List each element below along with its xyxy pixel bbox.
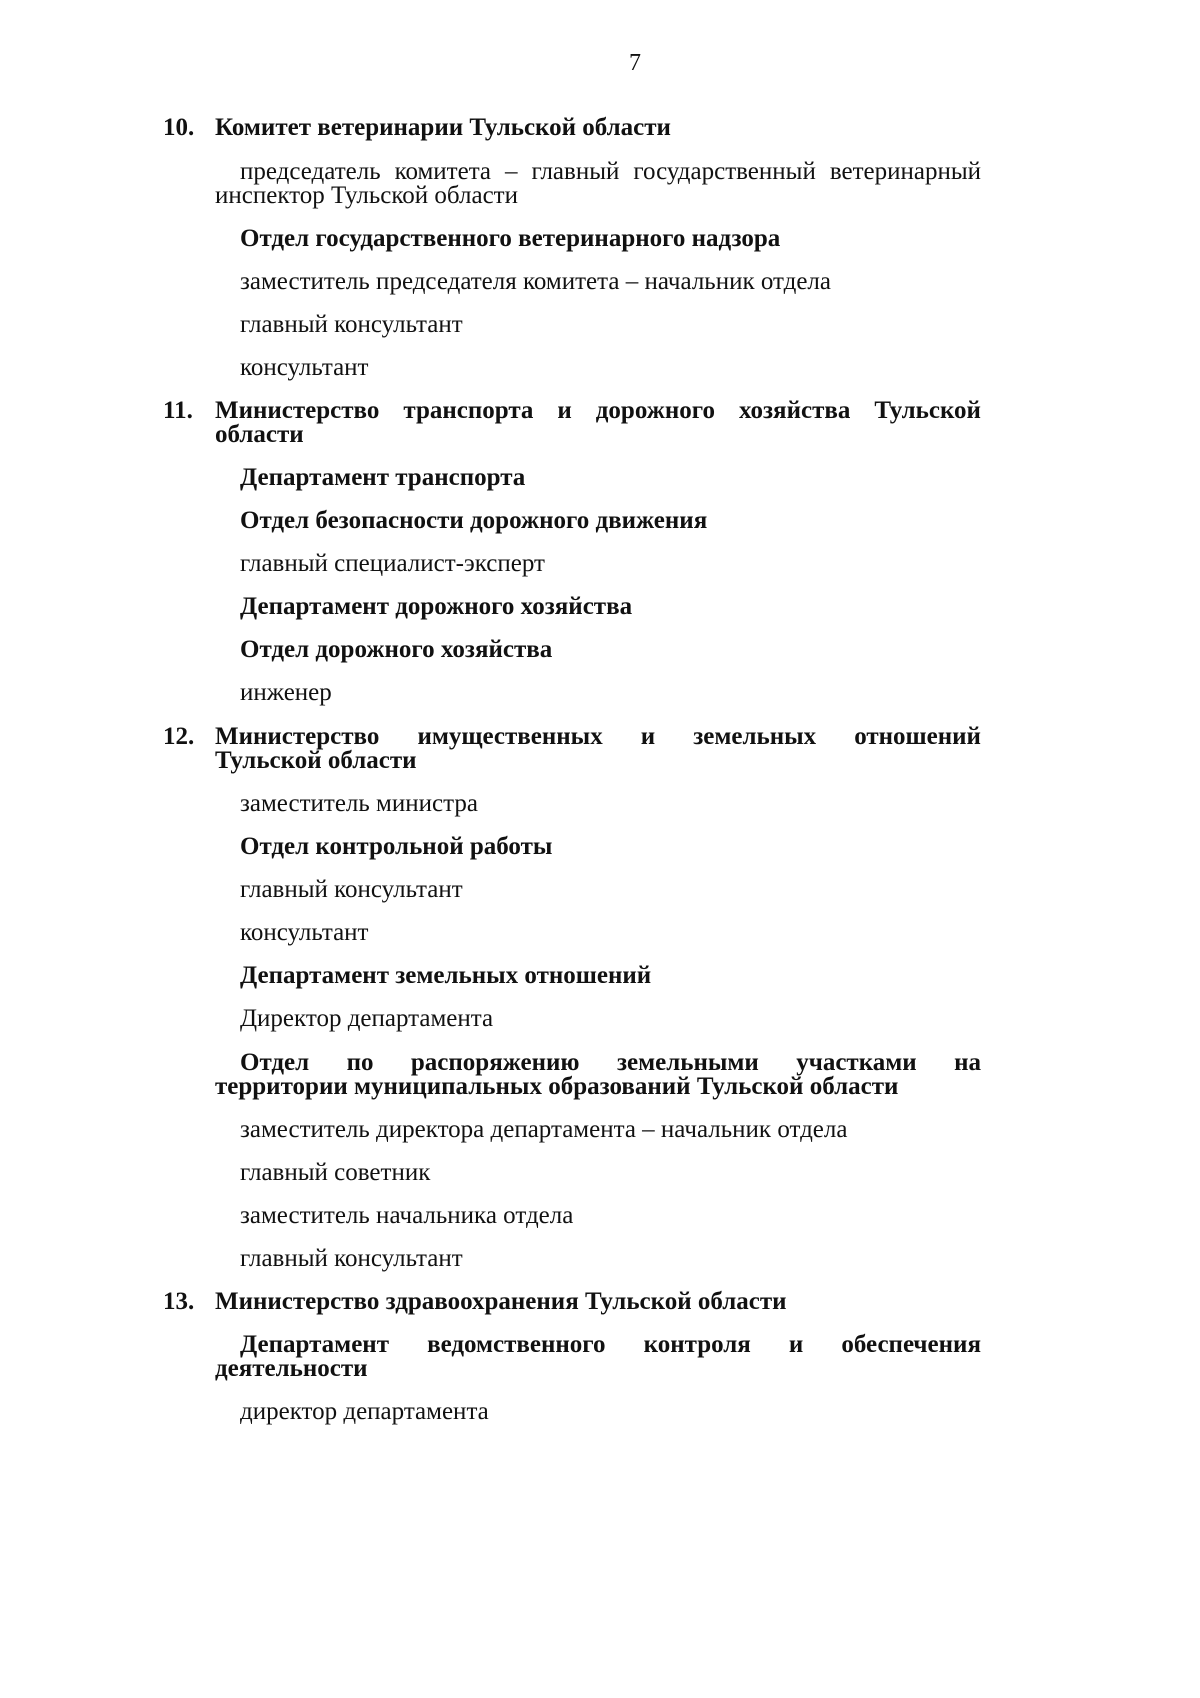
section-title-line: области — [215, 421, 304, 448]
department-heading: Отдел государственного ветеринарного надзора — [240, 225, 781, 252]
position-item: директор департамента — [240, 1398, 489, 1425]
department-heading-line: территории муниципальных образований Тульской области — [215, 1073, 899, 1100]
department-heading: Департамент дорожного хозяйства — [240, 593, 633, 620]
section-number: 13. — [163, 1288, 195, 1315]
position-item: Директор департамента — [240, 1005, 494, 1032]
section-number: 10. — [163, 114, 195, 141]
section-intro-line: председатель комитета – главный государственный ветеринарный — [240, 158, 981, 185]
position-item: главный консультант — [240, 876, 463, 903]
position-item: заместитель председателя комитета – начальник отдела — [240, 268, 832, 295]
department-heading: Департамент земельных отношений — [240, 962, 652, 989]
department-heading: Отдел дорожного хозяйства — [240, 636, 553, 663]
page-number: 7 — [629, 50, 641, 76]
position-item: инженер — [240, 679, 332, 706]
position-item: заместитель министра — [240, 790, 478, 817]
department-heading: Отдел контрольной работы — [240, 833, 553, 860]
position-item: заместитель директора департамента – начальник отдела — [240, 1116, 848, 1143]
position-item: главный консультант — [240, 311, 463, 338]
position-item: заместитель начальника отдела — [240, 1202, 574, 1229]
position-item: консультант — [240, 919, 369, 946]
department-heading-line: деятельности — [215, 1355, 368, 1382]
department-heading: Отдел безопасности дорожного движения — [240, 507, 708, 534]
department-heading-line: Департамент ведомственного контроля и обеспечения — [240, 1331, 981, 1358]
position-item: главный советник — [240, 1159, 431, 1186]
position-item: главный специалист-эксперт — [240, 550, 545, 577]
section-title: Министерство здравоохранения Тульской области — [215, 1288, 787, 1315]
section-intro-line: инспектор Тульской области — [215, 182, 518, 209]
section-title-line: Министерство имущественных и земельных отношений — [215, 723, 981, 750]
department-heading-line: Отдел по распоряжению земельными участками на — [240, 1049, 981, 1076]
section-title-line: Министерство транспорта и дорожного хозяйства Тульской — [215, 397, 981, 424]
section-number: 12. — [163, 723, 195, 750]
position-item: консультант — [240, 354, 369, 381]
section-number: 11. — [163, 397, 193, 424]
section-title-line: Тульской области — [215, 747, 417, 774]
department-heading: Департамент транспорта — [240, 464, 526, 491]
position-item: главный консультант — [240, 1245, 463, 1272]
section-title: Комитет ветеринарии Тульской области — [215, 114, 671, 141]
